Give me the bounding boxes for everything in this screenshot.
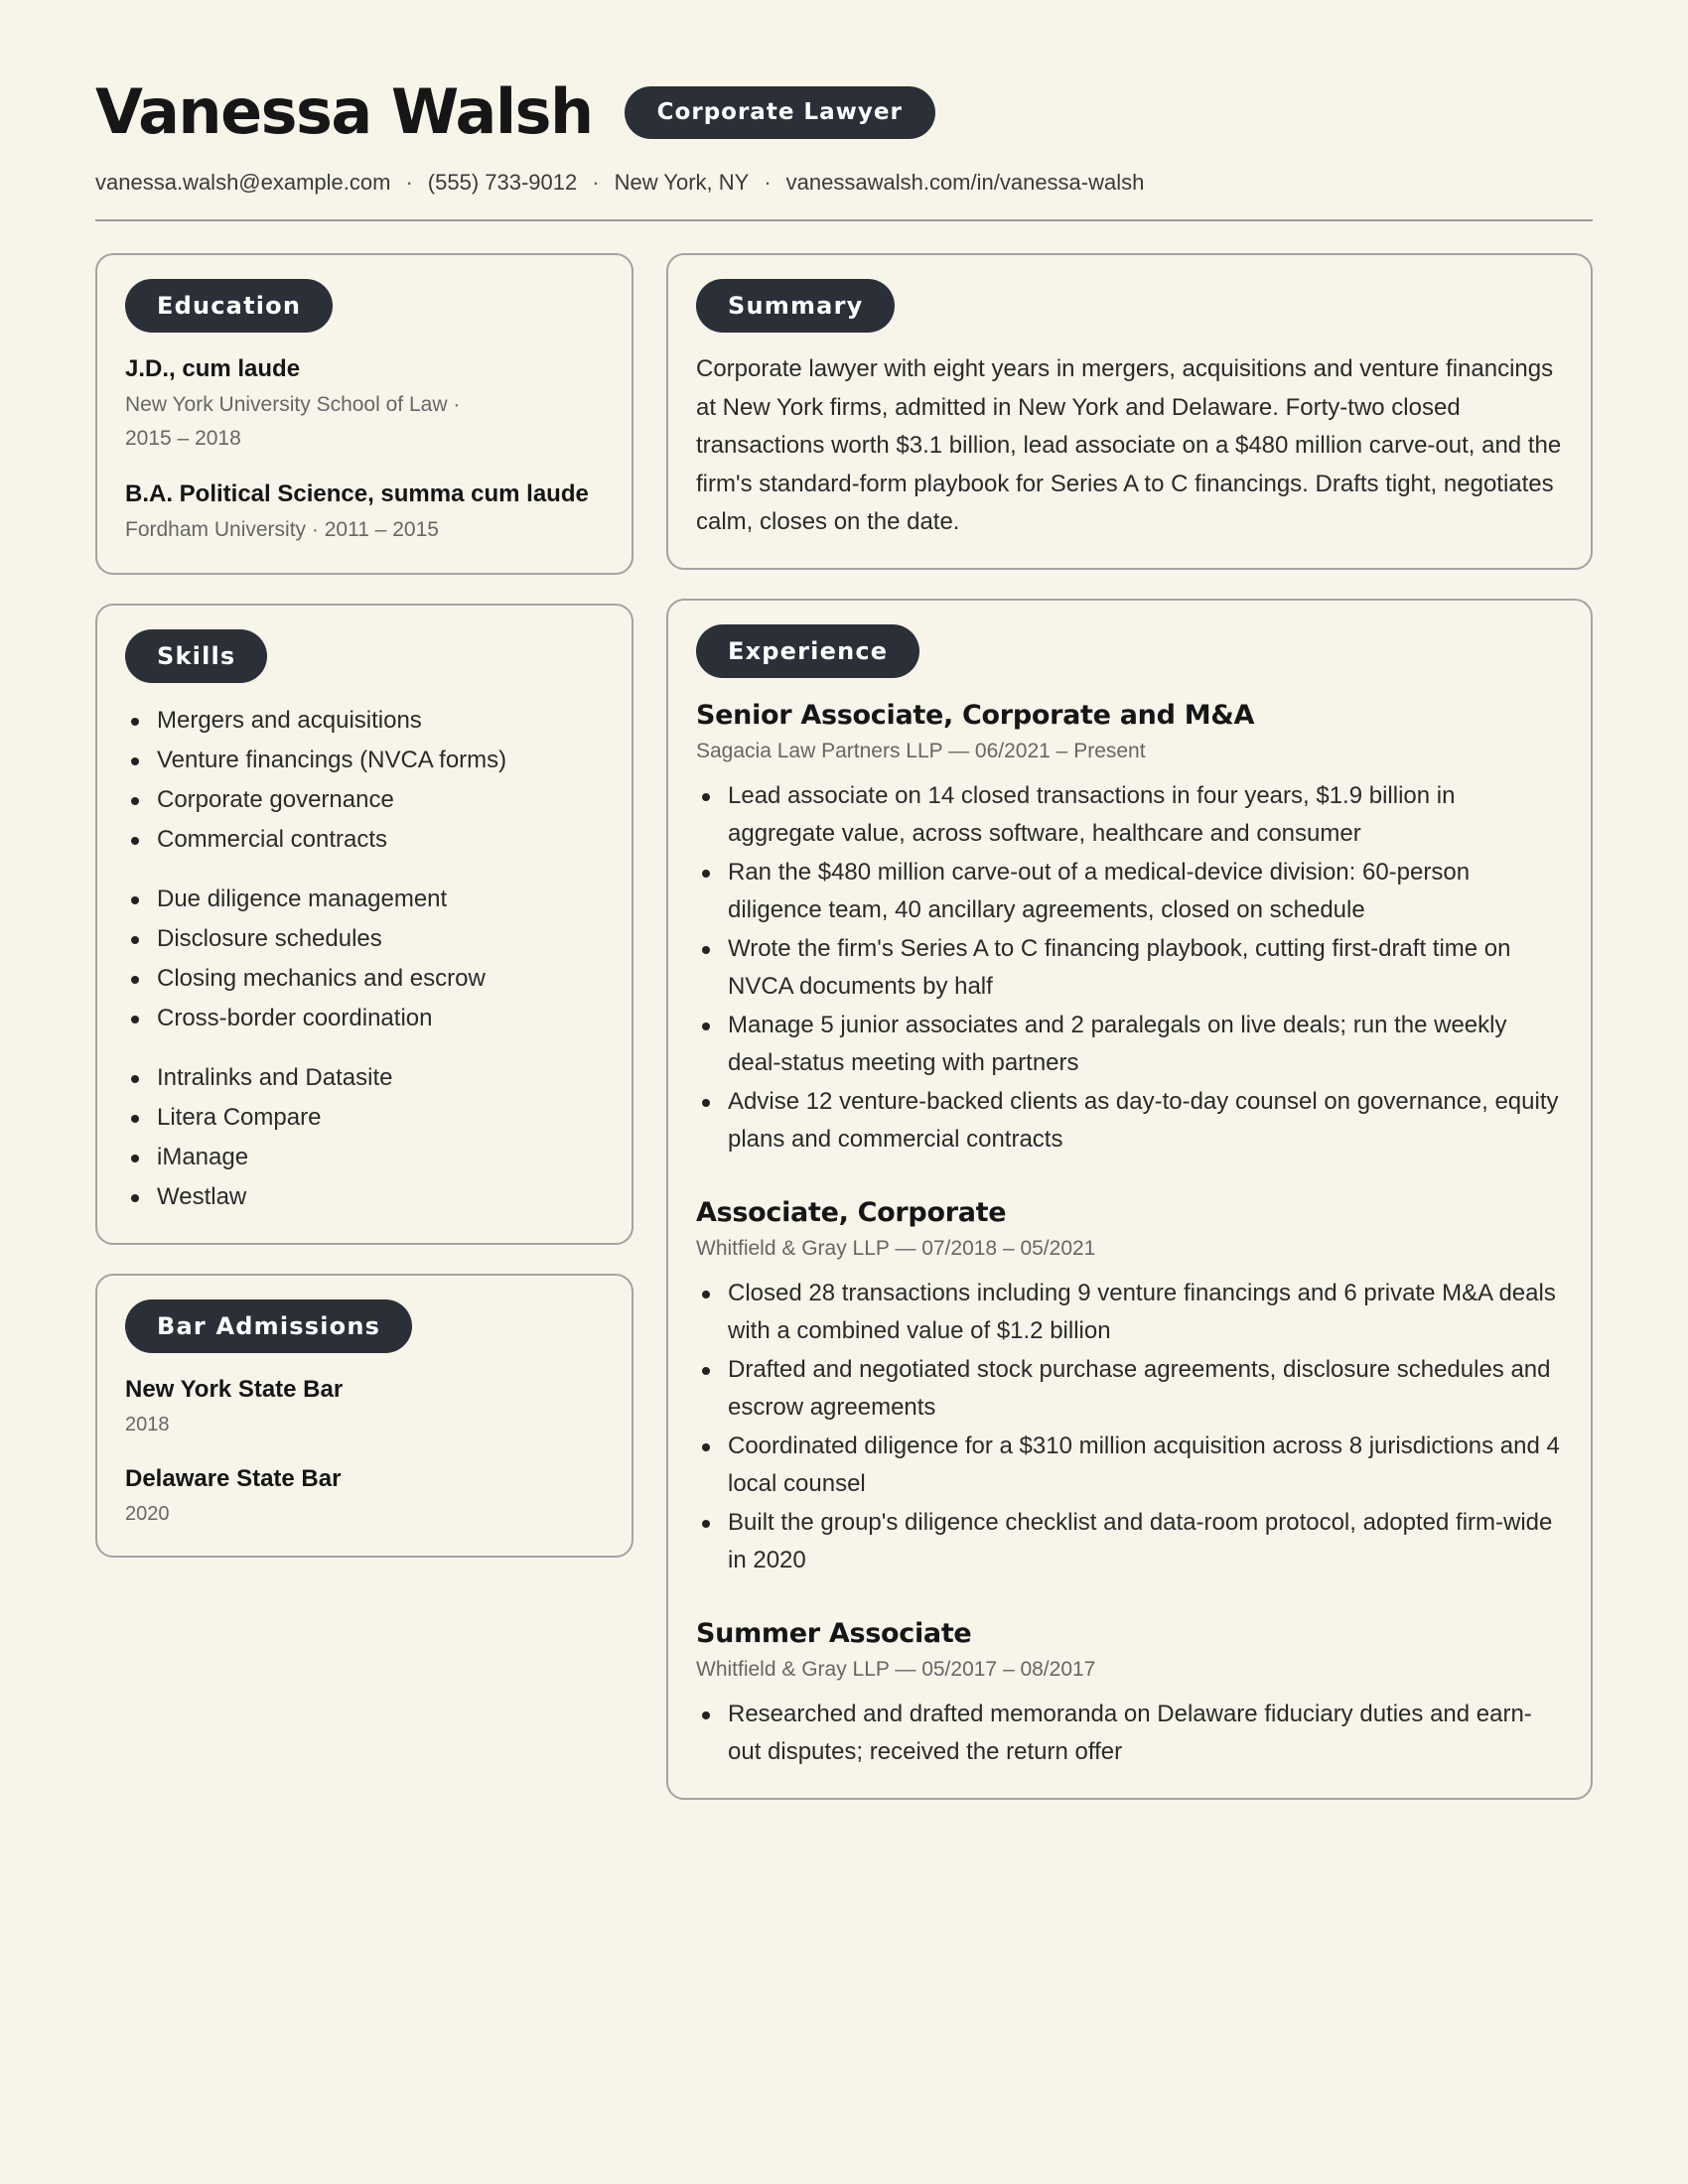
skill-item: Venture financings (NVCA forms)	[125, 741, 604, 780]
bar-admission-item	[125, 1460, 604, 1530]
summary-heading: Summary	[696, 279, 895, 333]
candidate-name: Vanessa Walsh	[95, 75, 593, 148]
job-title: Senior Associate, Corporate and M&A	[696, 699, 1255, 731]
job-title: Summer Associate	[696, 1617, 972, 1649]
skills-card	[95, 604, 633, 1245]
job-meta: Sagacia Law Partners LLP — 06/2021 – Present	[696, 739, 1146, 762]
bar-year: 2018	[125, 1414, 170, 1435]
job-bullet: Ran the $480 million carve-out of a medical-device division: 60-person diligence team, 40 ancillary agreements, closed on schedule	[696, 854, 1563, 930]
contact-phone[interactable]: (555) 733-9012	[427, 170, 578, 195]
degree-title: B.A. Political Science, summa cum laude	[125, 480, 589, 507]
job-bullet: Manage 5 junior associates and 2 paralegals on live deals; run the weekly deal-status meeting with partners	[696, 1007, 1563, 1083]
skill-item: Due diligence management	[125, 880, 604, 919]
job-entry	[696, 1193, 1563, 1580]
contact-separator: ·	[405, 170, 413, 195]
skills-heading: Skills	[125, 629, 267, 683]
right-column	[666, 253, 1593, 1829]
degree-meta: Fordham University · 2011 – 2015	[125, 518, 439, 541]
content-columns	[95, 253, 1593, 1829]
bar-admissions-card	[95, 1274, 633, 1558]
bar-name: Delaware State Bar	[125, 1465, 342, 1492]
education-item	[125, 476, 604, 547]
job-bullet: Advise 12 venture-backed clients as day-to-day counsel on governance, equity plans and commercial contracts	[696, 1083, 1563, 1160]
contact-separator: ·	[592, 170, 600, 195]
experience-heading: Experience	[696, 624, 919, 678]
contact-separator: ·	[764, 170, 772, 195]
skills-group	[125, 1058, 604, 1217]
skill-item: Mergers and acquisitions	[125, 701, 604, 741]
job-title: Associate, Corporate	[696, 1196, 1007, 1228]
skill-item: Disclosure schedules	[125, 919, 604, 959]
job-bullet: Closed 28 transactions including 9 venture financings and 6 private M&A deals with a combined value of $1.2 billion	[696, 1275, 1563, 1351]
education-heading: Education	[125, 279, 333, 333]
job-bullets	[696, 777, 1563, 1160]
job-bullet: Built the group's diligence checklist and data-room protocol, adopted firm-wide in 2020	[696, 1504, 1563, 1580]
skills-group	[125, 880, 604, 1038]
job-bullet: Wrote the firm's Series A to C financing playbook, cutting first-draft time on NVCA documents by half	[696, 930, 1563, 1007]
job-entry	[696, 1614, 1563, 1772]
job-meta: Whitfield & Gray LLP — 07/2018 – 05/2021	[696, 1236, 1096, 1260]
degree-dates: 2015 – 2018	[125, 427, 241, 450]
summary-text: Corporate lawyer with eight years in mergers, acquisitions and venture financings at New York firms, admitted in New York and Delaware. Forty-two closed transactions worth $3.1 billion, lead associate on a $480 million carve-out, and the firm's standard-form playbook for Series A to C financings. Drafts tight, negotiates calm, closes on the date.	[696, 355, 1562, 535]
contact-location: New York, NY	[614, 170, 750, 195]
header-divider	[95, 219, 1593, 221]
job-bullets	[696, 1696, 1563, 1772]
skill-item: Closing mechanics and escrow	[125, 959, 604, 999]
bar-year: 2020	[125, 1503, 170, 1525]
job-bullets	[696, 1275, 1563, 1580]
job-bullet: Researched and drafted memoranda on Delaware fiduciary duties and earn-out disputes; received the return offer	[696, 1696, 1563, 1772]
job-meta: Whitfield & Gray LLP — 05/2017 – 08/2017	[696, 1657, 1096, 1681]
education-card	[95, 253, 633, 575]
contact-website[interactable]: vanessawalsh.com/in/vanessa-walsh	[785, 170, 1145, 195]
role-badge: Corporate Lawyer	[625, 86, 935, 139]
summary-card	[666, 253, 1593, 570]
skill-item: Intralinks and Datasite	[125, 1058, 604, 1098]
skill-item: Litera Compare	[125, 1098, 604, 1138]
skill-item: Corporate governance	[125, 780, 604, 820]
skills-group	[125, 701, 604, 860]
bar-admissions-heading: Bar Admissions	[125, 1299, 412, 1353]
skill-item: iManage	[125, 1138, 604, 1177]
job-entry	[696, 696, 1563, 1160]
header	[95, 77, 1593, 147]
skill-item: Cross-border coordination	[125, 999, 604, 1038]
degree-title: J.D., cum laude	[125, 355, 301, 382]
education-item	[125, 350, 604, 456]
experience-card	[666, 599, 1593, 1800]
left-column	[95, 253, 633, 1586]
contact-line	[95, 167, 1593, 199]
bar-name: New York State Bar	[125, 1376, 344, 1403]
bar-admission-item	[125, 1371, 604, 1440]
job-bullet: Drafted and negotiated stock purchase agreements, disclosure schedules and escrow agreements	[696, 1351, 1563, 1428]
skill-item: Commercial contracts	[125, 820, 604, 860]
degree-school: New York University School of Law ·	[125, 393, 461, 416]
contact-email[interactable]: vanessa.walsh@example.com	[95, 170, 391, 195]
skill-item: Westlaw	[125, 1177, 604, 1217]
job-bullet: Lead associate on 14 closed transactions in four years, $1.9 billion in aggregate value, across software, healthcare and consumer	[696, 777, 1563, 854]
job-bullet: Coordinated diligence for a $310 million acquisition across 8 jurisdictions and 4 local counsel	[696, 1428, 1563, 1504]
